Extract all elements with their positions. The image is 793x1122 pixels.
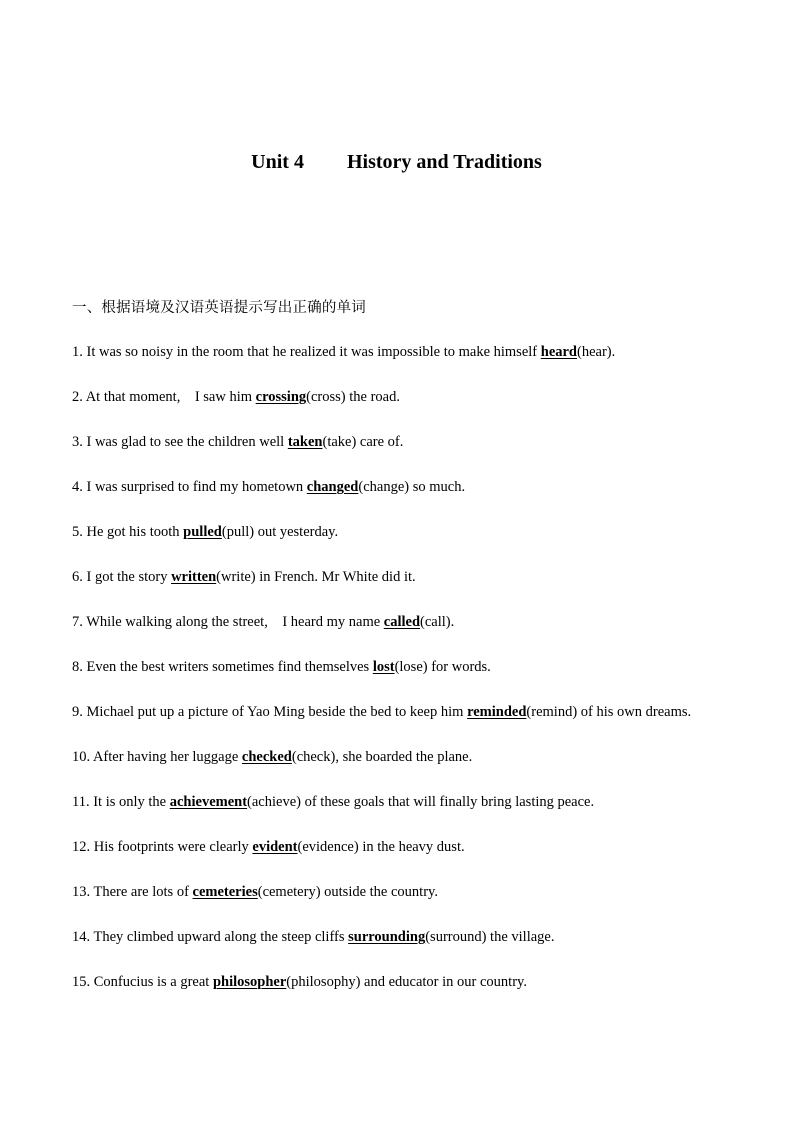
answer: reminded [467, 704, 527, 720]
title-unit: Unit 4 [251, 151, 304, 173]
page-title [0, 151, 793, 174]
exercise-item: 9. Michael put up a picture of Yao Ming beside the bed to keep him reminded(remind) of his own dreams. [72, 704, 692, 720]
exercise-item: 4. I was surprised to find my hometown changed(change) so much. [72, 479, 466, 495]
exercise-item: 12. His footprints were clearly evident(evidence) in the heavy dust. [72, 839, 465, 855]
exercise-item: 6. I got the story written(write) in French. Mr White did it. [72, 569, 416, 585]
answer: pulled [183, 524, 222, 540]
exercise-list [72, 342, 724, 1017]
exercise-item: 7. While walking along the street, I heard my name called(call). [72, 614, 455, 630]
answer: written [171, 569, 217, 585]
exercise-item: 1. It was so noisy in the room that he realized it was impossible to make himself heard(hear). [72, 344, 616, 360]
exercise-item: 11. It is only the achievement(achieve) of these goals that will finally bring lasting peace. [72, 794, 595, 810]
answer: taken [287, 434, 323, 450]
answer: checked [241, 749, 292, 765]
exercise-item: 10. After having her luggage checked(check), she boarded the plane. [72, 749, 473, 765]
answer: evident [252, 839, 298, 855]
answer: achievement [169, 794, 248, 810]
answer: called [383, 614, 421, 630]
answer: surrounding [348, 929, 426, 945]
answer: philosopher [212, 974, 287, 990]
answer: cemeteries [192, 884, 258, 900]
exercise-item: 5. He got his tooth pulled(pull) out yesterday. [72, 524, 339, 540]
exercise-item: 8. Even the best writers sometimes find themselves lost(lose) for words. [72, 659, 491, 675]
answer: lost [372, 659, 395, 675]
exercise-item: 2. At that moment, I saw him crossing(cross) the road. [72, 389, 400, 405]
answer: heard [540, 344, 577, 360]
exercise-item: 15. Confucius is a great philosopher(philosophy) and educator in our country. [72, 974, 527, 990]
answer: changed [306, 479, 359, 495]
title-topic: History and Traditions [346, 151, 542, 173]
exercise-item: 3. I was glad to see the children well taken(take) care of. [72, 434, 404, 450]
exercise-item: 13. There are lots of cemeteries(cemetery) outside the country. [72, 884, 438, 900]
section-heading: 一、根据语境及汉语英语提示写出正确的单词 [72, 300, 366, 316]
answer: crossing [255, 389, 307, 405]
exercise-item: 14. They climbed upward along the steep cliffs surrounding(surround) the village. [72, 929, 555, 945]
